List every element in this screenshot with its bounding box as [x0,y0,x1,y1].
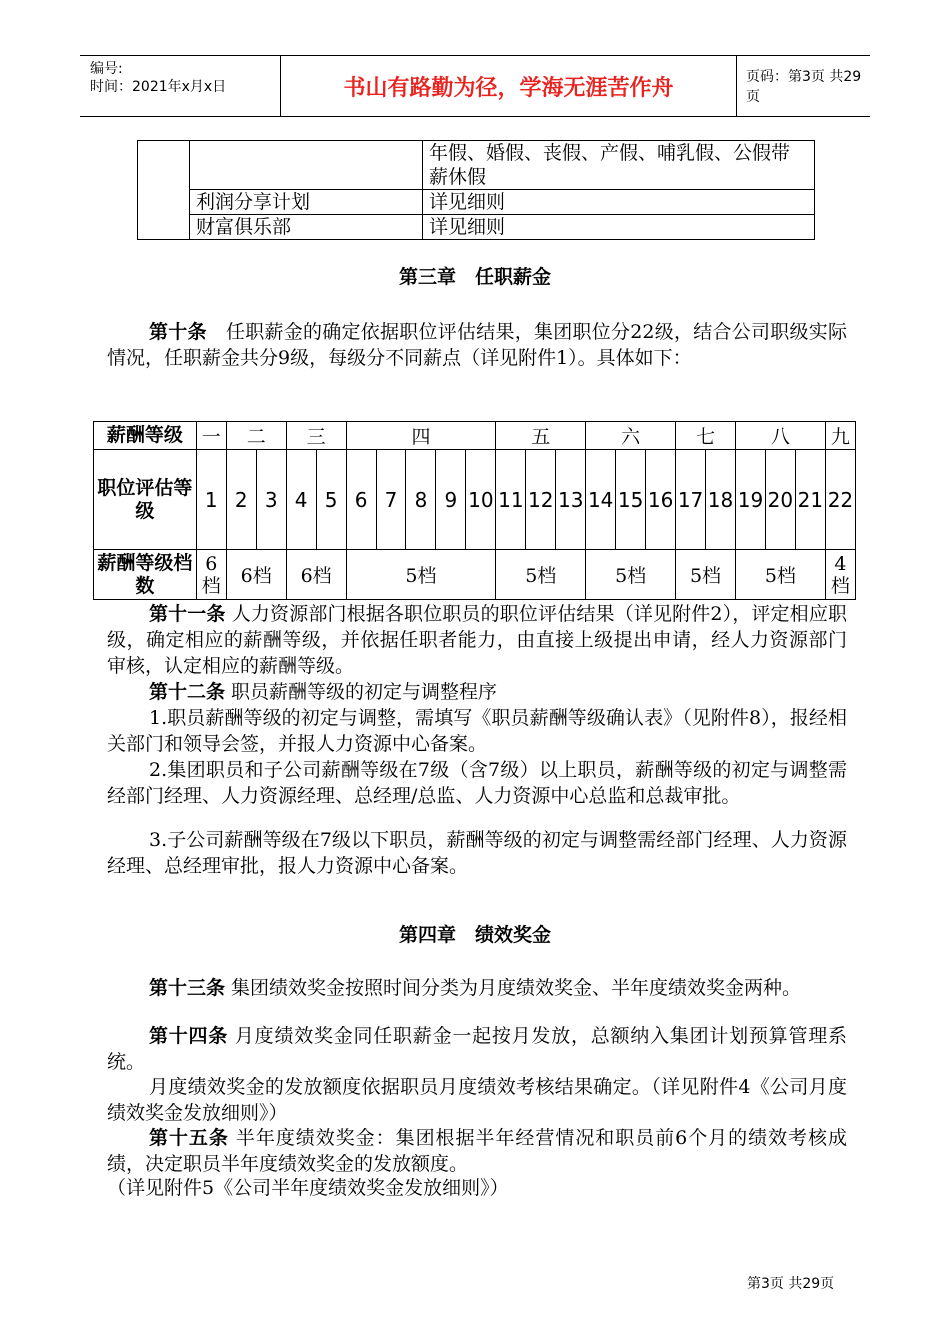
level-cell: 5 [316,450,346,550]
grade-cell: 八 [735,422,825,450]
article-text: 人力资源部门根据各职位职员的职位评估结果（详见附件2），评定相应职级，确定相应的薪酬等级，并依据任职者能力，由直接上级提出申请，经人力资源部门审核，认定相应的薪酬等级。 [107,603,847,677]
tier-cell: 6档 [286,550,346,600]
article-label: 第十二条 [149,681,226,703]
level-cell: 19 [735,450,765,550]
grade-cell: 二 [226,422,286,450]
level-cell: 18 [706,450,736,550]
page-footer: 第3页 共29页 [747,1276,835,1292]
tier-cell: 5档 [346,550,496,600]
article-14 [107,1023,847,1075]
table-row-tiers [94,550,856,600]
level-cell: 14 [586,450,616,550]
chapter-title: 第四章 绩效奖金 [398,924,551,946]
article-12-item-1: 1.职员薪酬等级的初定与调整，需填写《职员薪酬等级确认表》（见附件8），报经相关部门和领导会签，并报人力资源中心备案。 [107,707,847,755]
level-cell: 16 [646,450,676,550]
article-15-extra: （详见附件5《公司半年度绩效奖金发放细则》） [107,1177,509,1199]
table-cell-item: 财富俱乐部 [190,215,423,240]
level-cell: 7 [376,450,406,550]
table-cell-item: 利润分享计划 [190,190,423,215]
table-row-level [94,450,856,550]
chapter-title: 第三章 任职薪金 [398,266,551,288]
article-10 [107,319,847,371]
grade-cell: 六 [586,422,676,450]
level-cell: 11 [496,450,526,550]
table-row [138,190,815,215]
article-12-item-2: 2.集团职员和子公司薪酬等级在7级（含7级）以上职员，薪酬等级的初定与调整需经部门经理、人力资源经理、总经理/总监、人力资源中心总监和总裁审批。 [107,759,847,807]
grade-cell: 一 [196,422,226,450]
article-12 [107,679,847,705]
table-row-grade [94,422,856,450]
article-label: 第十五条 [149,1127,229,1149]
doc-code-label: 编号: [90,61,123,77]
article-text: 半年度绩效奖金：集团根据半年经营情况和职员前6个月的绩效考核成绩，决定职员半年度绩效奖金的发放额度。 [107,1127,847,1175]
level-cell: 10 [466,450,496,550]
article-text: 职员薪酬等级的初定与调整程序 [225,681,498,703]
tier-cell: 5档 [676,550,736,600]
table-cell-detail: 详见细则 [423,215,815,240]
article-text: 任职薪金的确定依据职位评估结果，集团职位分22级，结合公司职级实际情况，任职薪金共分9级，每级分不同薪点（详见附件1）。具体如下： [107,321,847,369]
level-cell: 22 [825,450,855,550]
article-label: 第十三条 [149,977,226,999]
table-cell-detail: 详见细则 [423,190,815,215]
article-label: 第十条 [149,321,207,343]
level-cell: 21 [795,450,825,550]
row-header-level: 职位评估等级 [94,450,197,550]
tier-cell: 5档 [496,550,586,600]
level-cell: 8 [406,450,436,550]
tier-cell: 5档 [586,550,676,600]
article-text: 月度绩效奖金同任职薪金一起按月发放，总额纳入集团计划预算管理系统。 [107,1025,847,1073]
level-cell: 12 [526,450,556,550]
table-cell-blank [138,141,190,240]
header-page-info: 页码：第3页 共29页 [746,69,862,105]
article-text: 集团绩效奖金按照时间分类为月度绩效奖金、半年度绩效奖金两种。 [225,977,802,999]
row-header-grade: 薪酬等级 [94,422,197,450]
grade-cell: 三 [286,422,346,450]
level-cell: 20 [765,450,795,550]
table-cell-item [190,141,423,190]
article-11 [107,601,847,679]
level-cell: 15 [616,450,646,550]
grade-cell: 九 [825,422,855,450]
level-cell: 1 [196,450,226,550]
tier-cell: 6档 [196,550,226,600]
article-label: 第十一条 [149,603,226,625]
page-header [80,55,870,117]
benefits-table [137,140,815,240]
level-cell: 13 [556,450,586,550]
grade-cell: 四 [346,422,496,450]
article-13 [107,975,847,1001]
table-row [138,141,815,190]
tier-cell: 5档 [735,550,825,600]
tier-cell: 6档 [226,550,286,600]
article-label: 第十四条 [149,1025,229,1047]
level-cell: 3 [256,450,286,550]
row-header-tiers: 薪酬等级档数 [94,550,197,600]
level-cell: 2 [226,450,256,550]
grade-cell: 七 [676,422,736,450]
article-14-extra: 月度绩效奖金的发放额度依据职员月度绩效考核结果确定。（详见附件4《公司月度绩效奖金发放细则》） [107,1076,847,1124]
table-row [138,215,815,240]
salary-grade-table [93,421,856,600]
article-15 [107,1125,847,1177]
table-cell-detail: 年假、婚假、丧假、产假、哺乳假、公假带薪休假 [423,141,815,190]
header-meta [90,60,226,96]
level-cell: 9 [436,450,466,550]
article-12-item-3: 3.子公司薪酬等级在7级以下职员，薪酬等级的初定与调整需经部门经理、人力资源经理、总经理审批，报人力资源中心备案。 [107,829,847,877]
header-motto: 书山有路勤为径，学海无涯苦作舟 [280,56,737,116]
doc-time-label: 时间：2021年x月x日 [90,79,227,95]
grade-cell: 五 [496,422,586,450]
level-cell: 4 [286,450,316,550]
level-cell: 6 [346,450,376,550]
tier-cell: 4档 [825,550,855,600]
level-cell: 17 [676,450,706,550]
